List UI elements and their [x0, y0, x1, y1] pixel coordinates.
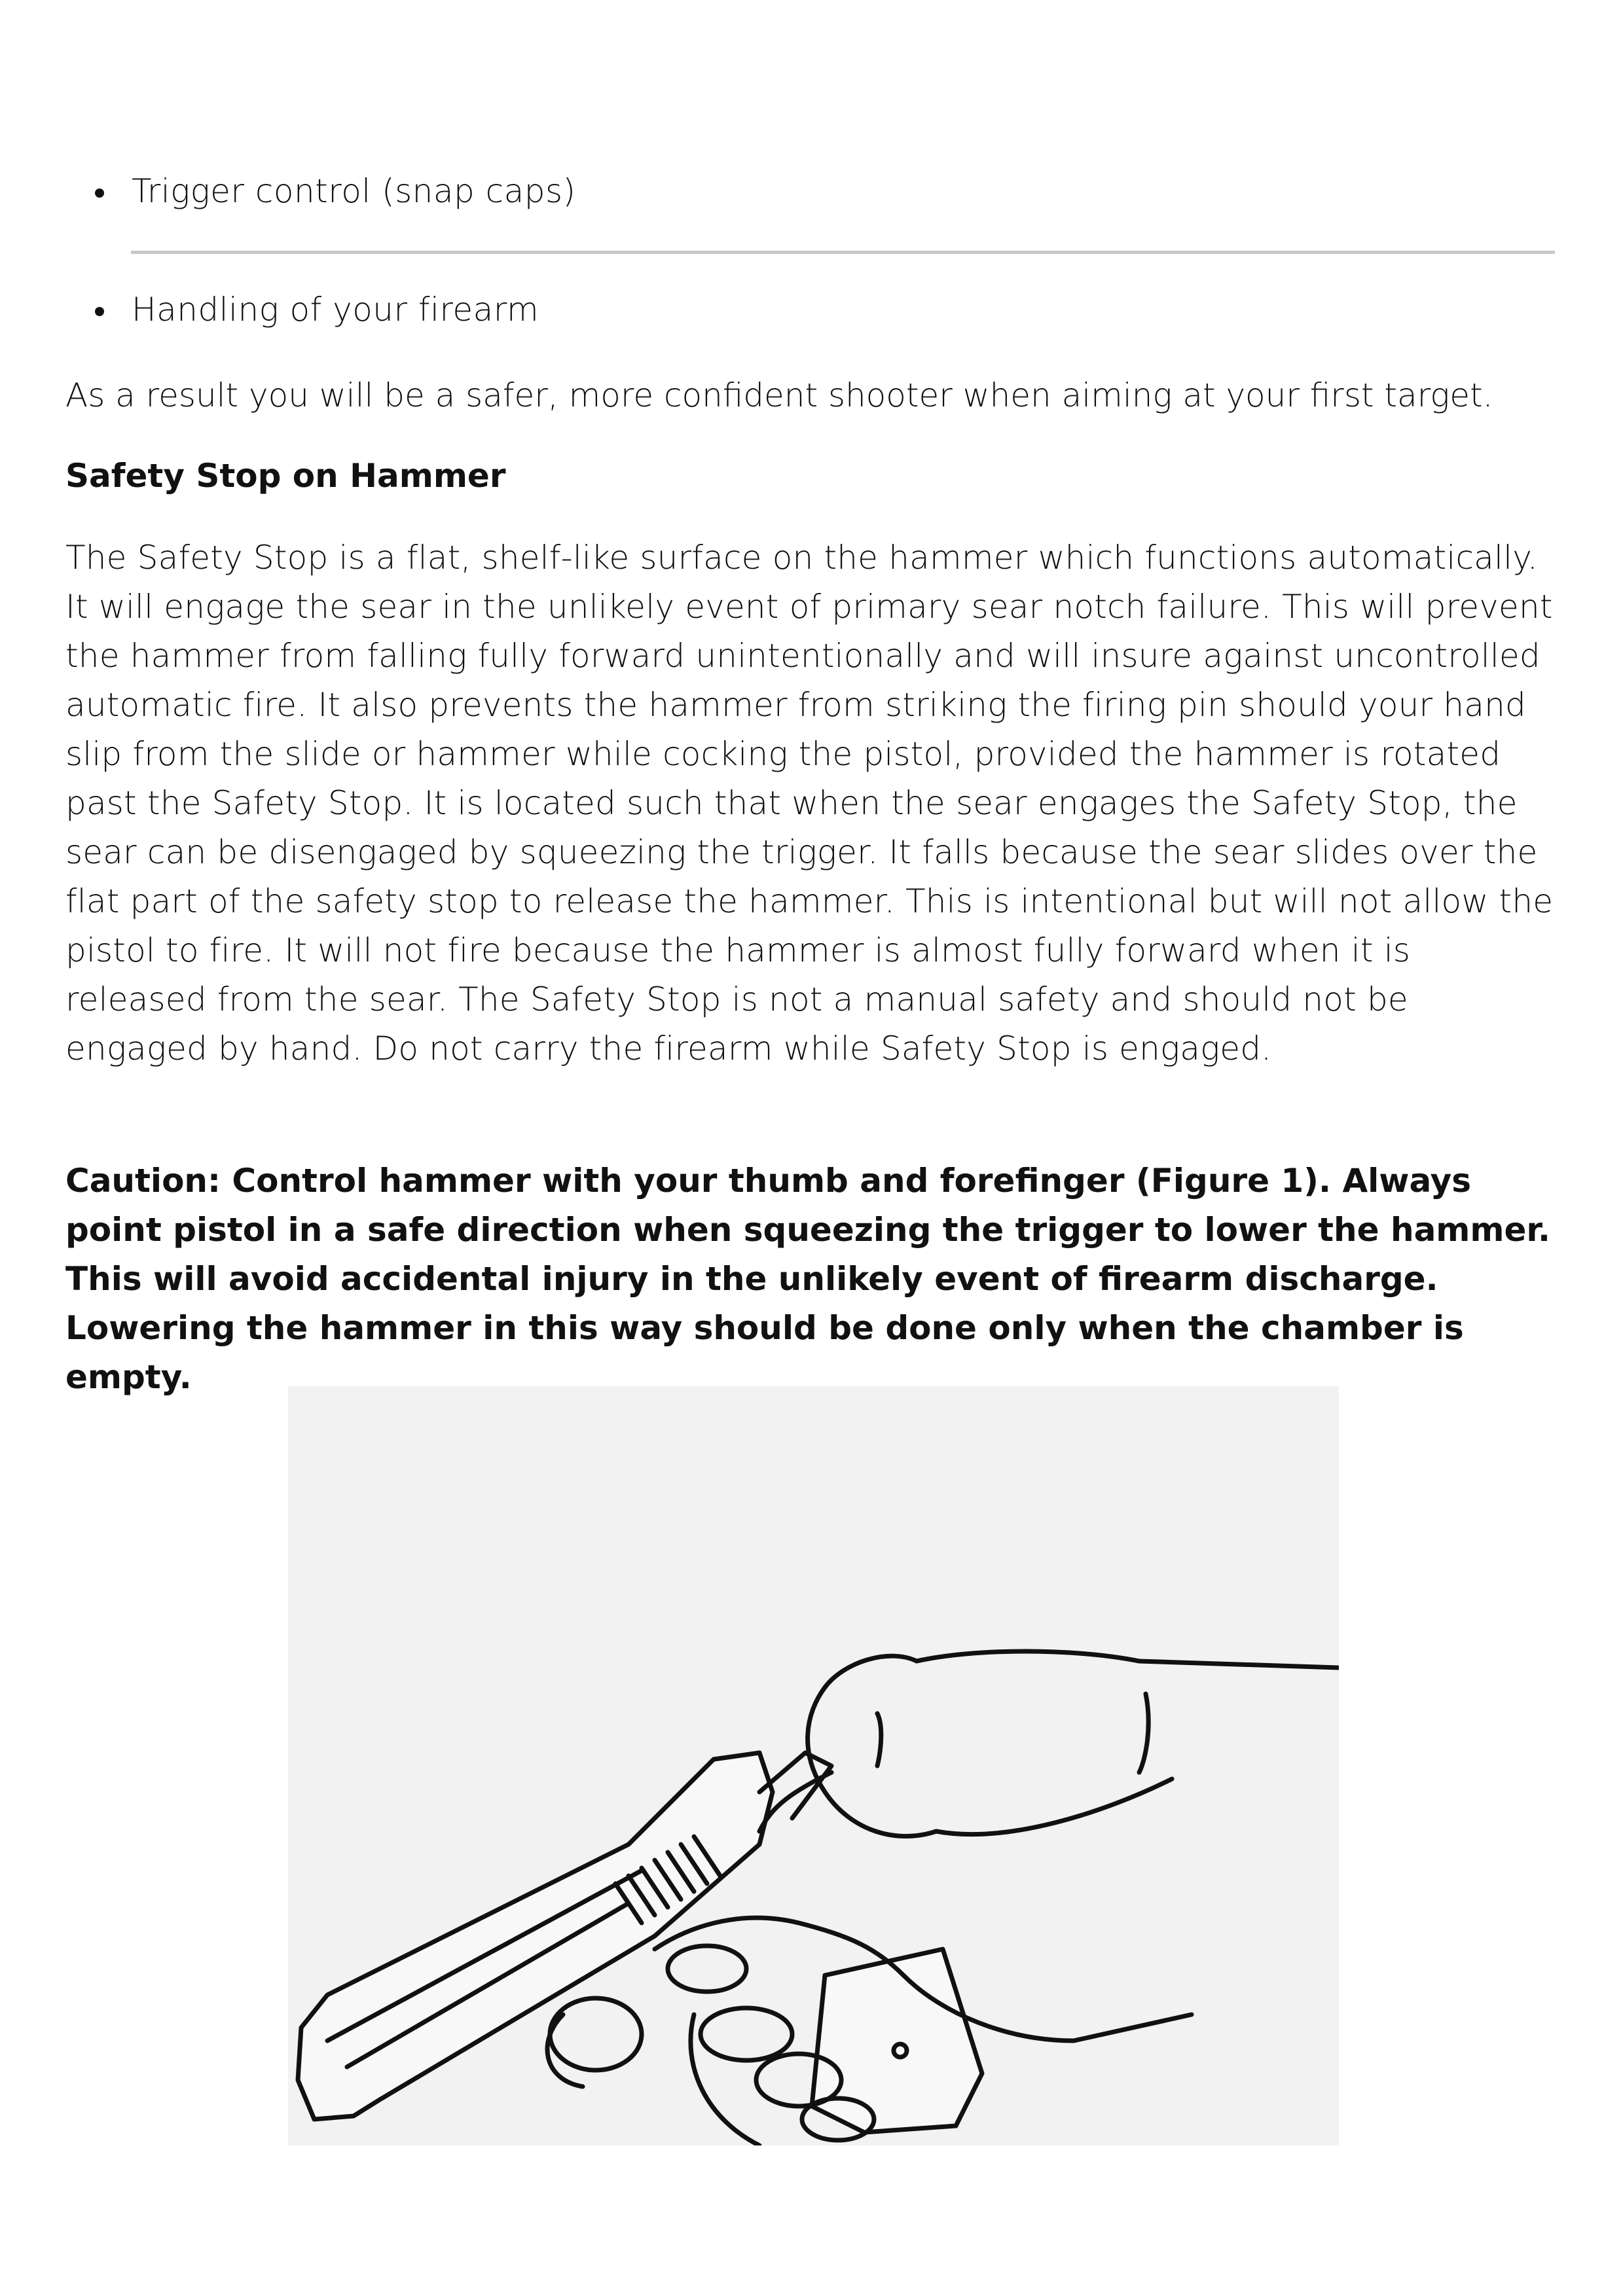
bullet-dot-icon — [95, 307, 104, 316]
divider-line — [131, 251, 1555, 254]
body-paragraph: The Safety Stop is a flat, shelf-like surface on the hammer which functions automatically. It will engage the sear in the unlikely event of primary sear notch failure. This will prevent the hammer from falling fully forward unintentionally and will insure against uncontrolled automatic fire. It also prevents the hammer from striking the firing pin should your hand slip from the slide or hammer while cocking the pistol, provided the hammer is rotated past the Safety Stop. It is located such that when the sear engages the Safety Stop, the sear can be disengaged by squeezing the trigger. It falls because the sear slides over the flat part of the safety stop to release the hammer. This is intentional but will not allow the pistol to fire. It will not fire because the hammer is almost fully forward when it is released from the sear. The Safety Stop is not a manual safety and should not be engaged by hand. Do not carry the firearm while Safety Stop is engaged. — [65, 539, 1554, 1067]
caution-paragraph: Caution: Control hammer with your thumb and forefinger (Figure 1). Always point pistol in a safe direction when squeezing the trigger to lower the hammer. This will avoid accidental injury in the unlikely event of firearm discharge. Lowering the hammer in this way should be done only when the chamber is empty. — [65, 1162, 1550, 1396]
bullet-text: Trigger control (snap caps) — [132, 172, 576, 210]
bullet-text: Handling of your firearm — [132, 291, 539, 329]
figure-1-illustration — [288, 1386, 1339, 2145]
pistol-hand-illustration — [288, 1386, 1339, 2145]
section-heading: Safety Stop on Hammer — [65, 457, 506, 495]
bullet-dot-icon — [95, 188, 104, 198]
result-paragraph: As a result you will be a safer, more confident shooter when aiming at your first target. — [65, 376, 1493, 414]
